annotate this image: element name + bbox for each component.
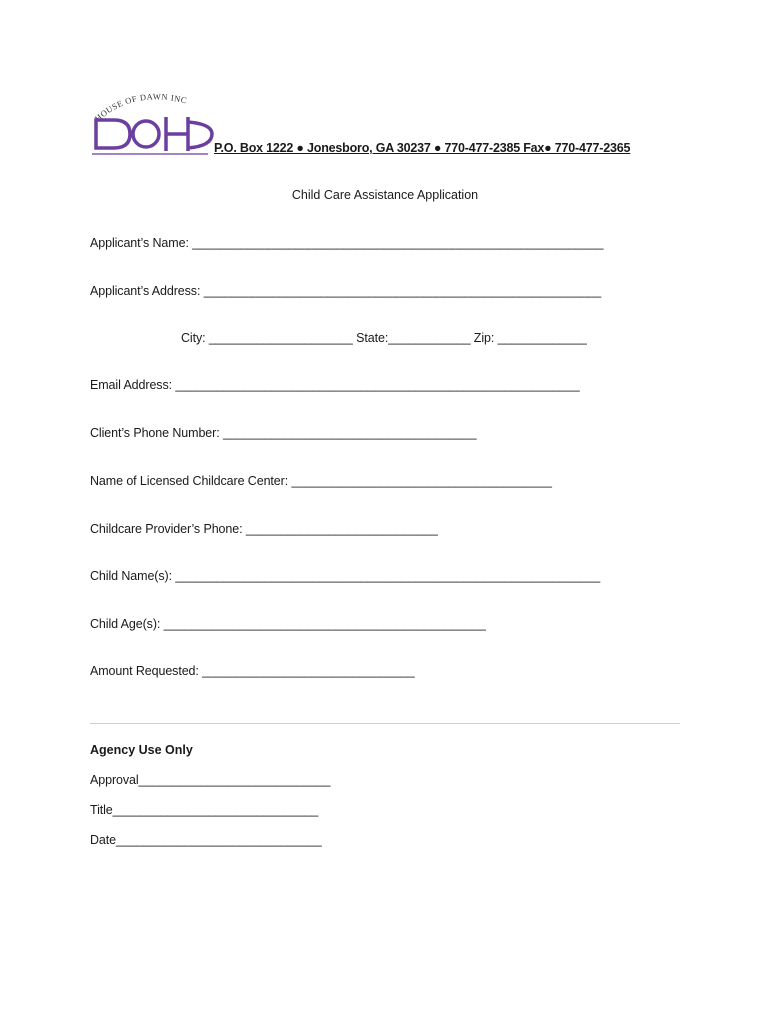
form-title: Child Care Assistance Application (291, 188, 479, 202)
title-field[interactable]: Title______________________________ (90, 803, 319, 817)
agency-use-heading: Agency Use Only (90, 743, 193, 757)
house-of-dawn-logo (88, 92, 218, 158)
client-phone-field[interactable]: Client’s Phone Number: _____________________________________ (90, 426, 477, 440)
child-names-field[interactable]: Child Name(s): ______________________________________________________________ (90, 569, 601, 583)
amount-requested-field[interactable]: Amount Requested: _______________________________ (90, 664, 415, 678)
email-address-field[interactable]: Email Address: ___________________________________________________________ (90, 378, 580, 392)
logo-arc-text: HOUSE OF DAWN INC (92, 92, 189, 124)
city-state-zip-field[interactable]: City: _____________________ State:____________ Zip: _____________ (181, 331, 587, 345)
date-field[interactable]: Date______________________________ (90, 833, 322, 847)
child-ages-field[interactable]: Child Age(s): _______________________________________________ (90, 617, 486, 631)
childcare-center-field[interactable]: Name of Licensed Childcare Center: ______________________________________ (90, 474, 552, 488)
provider-phone-field[interactable]: Childcare Provider’s Phone: ____________________________ (90, 522, 438, 536)
org-address-line: P.O. Box 1222 ● Jonesboro, GA 30237 ● 770-477-2385 Fax● 770-477-2365 (214, 141, 631, 155)
section-divider (90, 723, 680, 724)
approval-field[interactable]: Approval____________________________ (90, 773, 331, 787)
applicant-name-field[interactable]: Applicant’s Name: ____________________________________________________________ (90, 236, 604, 250)
applicant-address-field[interactable]: Applicant’s Address: __________________________________________________________ (90, 284, 602, 298)
